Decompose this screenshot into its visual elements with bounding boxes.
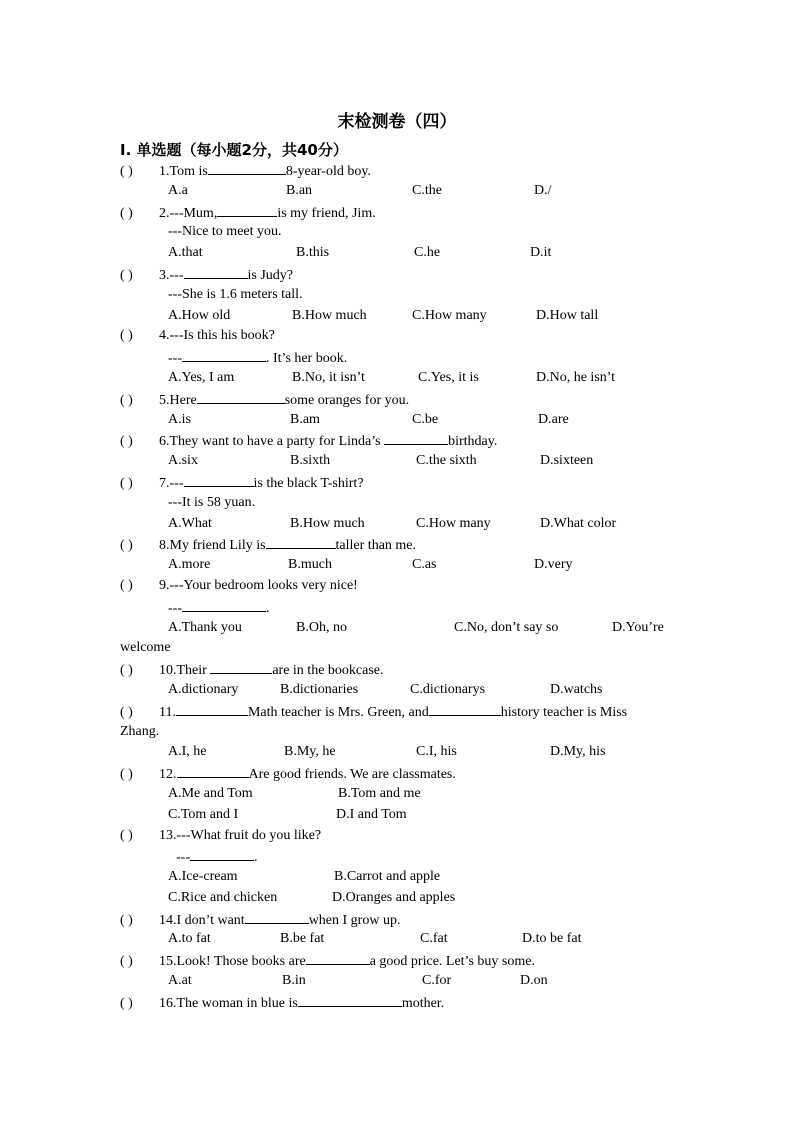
options-6 [120,451,680,472]
options-15 [120,971,680,992]
fill-blank[interactable] [184,472,254,487]
page-title: 末检测卷（四） [337,112,457,132]
option-a[interactable]: A.Ice-cream [168,869,238,885]
answer-paren[interactable]: ( ) [120,267,133,283]
option-c[interactable]: C.be [412,411,439,427]
options-10 [120,680,680,701]
question-6: ( ) 6.They want to have a party for Linda’s birthday. [120,430,680,451]
option-c[interactable]: C.No, don’t say so [454,619,559,635]
question-11-wrap: Zhang. [120,723,160,739]
options-12-row2 [120,805,680,826]
option-b[interactable]: B.Carrot and apple [334,869,441,885]
option-d[interactable]: D.are [538,411,569,427]
option-b[interactable]: B.an [286,182,313,198]
answer-paren[interactable]: ( ) [120,954,133,970]
fill-blank[interactable] [177,763,249,778]
option-d[interactable]: D.What color [540,515,617,531]
option-c[interactable]: C.dictionarys [410,681,486,697]
answer-paren[interactable]: ( ) [120,538,133,554]
option-a[interactable]: A.is [168,411,191,427]
option-a[interactable]: A.more [168,557,211,573]
option-b[interactable]: B.How much [292,307,367,323]
option-b[interactable]: B.dictionaries [280,681,359,697]
fill-blank[interactable] [182,347,266,362]
option-c[interactable]: C.How many [412,307,487,323]
question-7: ( ) 7.--- is the black T-shirt? [120,472,680,493]
question-5: ( ) 5.Here some oranges for you. [120,389,680,410]
option-d[interactable]: D.You’re [612,619,664,635]
answer-paren[interactable]: ( ) [120,328,133,344]
option-a[interactable]: A.What [168,515,212,531]
option-b[interactable]: B.Oh, no [296,619,347,635]
option-d[interactable]: D.it [530,245,552,261]
option-c[interactable]: C.the sixth [416,453,477,469]
option-d[interactable]: D.How tall [536,307,599,323]
options-9-wrap: welcome [120,640,171,656]
option-a[interactable]: A.Yes, I am [168,369,235,385]
option-b[interactable]: B.Tom and me [338,785,421,801]
option-b[interactable]: B.much [288,557,332,573]
reply-7: ---It is 58 yuan. [168,494,256,510]
question-2: ( ) 2.---Mum, is my friend, Jim. [120,202,680,223]
reply-2: ---Nice to meet you. [168,224,282,240]
question-1: ( ) 1.Tom is 8-year-old boy. [120,160,680,181]
fill-blank[interactable] [182,597,266,612]
reply-13: --- . [120,846,680,867]
fill-blank[interactable] [210,659,272,674]
options-8 [120,555,680,576]
option-b[interactable]: B.No, it isn’t [292,369,365,385]
option-d[interactable]: D.Oranges and apples [332,889,456,905]
fill-blank[interactable] [384,430,448,445]
option-b[interactable]: B.this [296,245,330,261]
answer-paren[interactable]: ( ) [120,663,133,679]
question-3: ( ) 3.--- is Judy? [120,264,680,285]
options-14 [120,929,680,950]
option-d[interactable]: D.My, his [550,744,606,760]
option-c[interactable]: C.he [414,245,441,261]
section-heading: I. 单选题（每小题2分，共40分） [120,141,348,159]
option-b[interactable]: B.sixth [290,453,331,469]
answer-paren[interactable]: ( ) [120,434,133,450]
question-8: ( ) 8.My friend Lily is taller than me. [120,534,680,555]
option-a[interactable]: A.at [168,973,192,989]
question-11: ( ) 11. Math teacher is Mrs. Green, and history teacher is Miss [120,701,680,722]
option-d[interactable]: D.to be fat [522,931,582,947]
reply-4: --- . It’s her book. [120,347,680,368]
fill-blank[interactable] [197,389,285,404]
option-c[interactable]: C.Yes, it is [418,369,479,385]
options-1 [120,181,680,202]
fill-blank[interactable] [266,534,336,549]
option-b[interactable]: B.in [282,973,306,989]
fill-blank[interactable] [208,160,286,175]
fill-blank[interactable] [306,950,370,965]
options-13-row2 [120,888,680,909]
option-a[interactable]: A.Thank you [168,619,242,635]
option-d[interactable]: D.sixteen [540,453,594,469]
option-c[interactable]: C.for [422,973,452,989]
option-a[interactable]: A.six [168,453,198,469]
fill-blank[interactable] [176,701,248,716]
answer-paren[interactable]: ( ) [120,912,133,928]
option-a[interactable]: A.that [168,245,203,261]
answer-paren[interactable]: ( ) [120,767,133,783]
option-d[interactable]: D.I and Tom [336,806,407,822]
question-10: ( ) 10.Their are in the bookcase. [120,659,680,680]
question-list [120,160,680,1013]
answer-paren[interactable]: ( ) [120,827,133,843]
option-a[interactable]: A.I, he [168,744,207,760]
option-c[interactable]: C.I, his [416,744,457,760]
option-a[interactable]: A.dictionary [168,681,239,697]
options-12-row1 [120,784,680,805]
options-11 [120,742,680,763]
answer-paren[interactable]: ( ) [120,164,133,179]
option-a[interactable]: A.to fat [168,931,211,947]
question-14: ( ) 14.I don’t want when I grow up. [120,909,680,930]
option-d[interactable]: D./ [534,182,552,198]
fill-blank[interactable] [298,992,402,1007]
answer-paren[interactable]: ( ) [120,205,133,221]
answer-paren[interactable]: ( ) [120,995,133,1011]
option-c[interactable]: C.Tom and I [168,806,239,822]
option-b[interactable]: B.My, he [284,744,336,760]
option-a[interactable]: A.How old [168,307,231,323]
option-c[interactable]: C.Rice and chicken [168,889,278,905]
question-4: ( ) 4.---Is this his book? [120,326,680,347]
options-7 [120,514,680,535]
option-d[interactable]: D.on [520,973,548,989]
option-a[interactable]: A.Me and Tom [168,785,253,801]
option-a[interactable]: A.a [168,182,188,198]
question-9: ( ) 9.---Your bedroom looks very nice! [120,576,680,597]
option-b[interactable]: B.am [290,411,320,427]
fill-blank[interactable] [190,846,254,861]
reply-3: ---She is 1.6 meters tall. [168,286,303,302]
options-13-row1 [120,867,680,888]
question-16: ( ) 16.The woman in blue is mother. [120,992,680,1013]
options-4 [120,368,680,389]
answer-paren[interactable]: ( ) [120,704,133,720]
answer-paren[interactable]: ( ) [120,577,133,593]
answer-paren[interactable]: ( ) [120,475,133,491]
option-b[interactable]: B.be fat [280,931,325,947]
fill-blank[interactable] [184,264,248,279]
option-b[interactable]: B.How much [290,515,365,531]
question-12: ( ) 12. Are good friends. We are classmates. [120,763,680,784]
option-c[interactable]: C.fat [420,931,448,947]
options-3 [120,306,680,327]
fill-blank[interactable] [217,202,277,217]
option-c[interactable]: C.How many [416,515,491,531]
option-c[interactable]: C.as [412,557,437,573]
option-d[interactable]: D.very [534,557,573,573]
answer-paren[interactable]: ( ) [120,392,133,408]
options-9 [120,618,680,639]
option-d[interactable]: D.watchs [550,681,603,697]
fill-blank[interactable] [429,701,501,716]
option-d[interactable]: D.No, he isn’t [536,369,616,385]
reply-9: --- . [120,597,680,618]
options-5 [120,410,680,431]
options-2 [120,243,680,264]
question-13: ( ) 13.---What fruit do you like? [120,826,680,847]
fill-blank[interactable] [245,909,309,924]
question-15: ( ) 15.Look! Those books are a good price. Let’s buy some. [120,950,680,971]
option-c[interactable]: C.the [412,182,442,198]
